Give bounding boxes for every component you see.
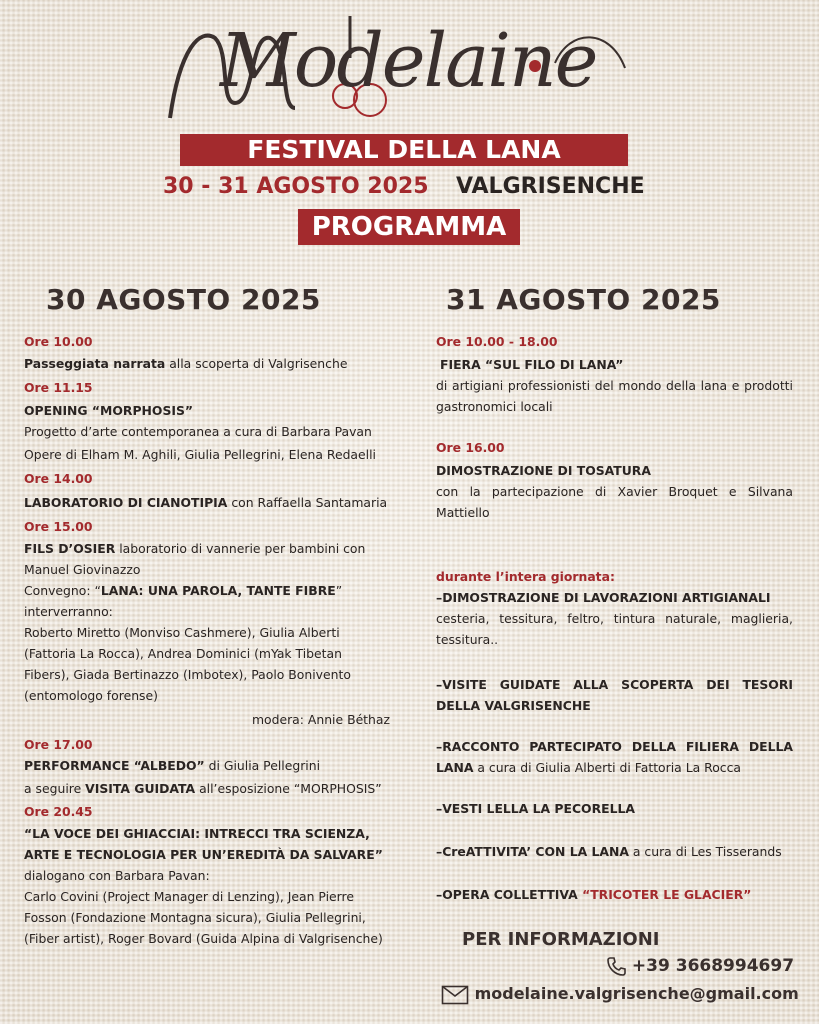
activity-title: –DIMOSTRAZIONE DI LAVORAZIONI ARTIGIANALI [436, 590, 771, 605]
event-time: Ore 11.15 [24, 380, 93, 395]
event-line: Fibers), Giada Bertinazzo (Imbotex), Paolo Bonivento [24, 667, 351, 682]
event-line: Passeggiata narrata alla scoperta di Valgrisenche [24, 356, 348, 371]
moderator: modera: Annie Béthaz [251, 712, 390, 727]
activity-line: –RACCONTO PARTECIPATO DELLA FILIERA DELLA LANA a cura di Giulia Alberti di Fattoria La Rocca [436, 739, 793, 775]
event-title: “LA VOCE DEI GHIACCIAI: INTRECCI TRA SCIENZA, [24, 826, 370, 841]
logo-text: Modelaine [220, 18, 597, 104]
email-address[interactable]: modelaine.valgrisenche@gmail.com [474, 984, 799, 1003]
day1-program [24, 331, 396, 949]
activity-text: cesteria, tessitura, feltro, tintura naturale, maglieria, tessitura.. [436, 611, 793, 647]
mail-icon [441, 985, 469, 1005]
event-time: Ore 10.00 [24, 334, 93, 349]
event-text: con la partecipazione di Xavier Broquet e Silvana Mattiello [436, 484, 793, 520]
activity-title: –VISITE GUIDATE ALLA SCOPERTA DEI TESORI DELLA VALGRISENCHE [436, 677, 793, 713]
event-line: Progetto d’arte contemporanea a cura di Barbara Pavan [24, 424, 372, 439]
event-line: (entomologo forense) [24, 688, 158, 703]
event-line: interverranno: [24, 604, 113, 619]
festival-place: VALGRISENCHE [456, 174, 645, 199]
all-day-label: durante l’intera giornata: [436, 569, 615, 584]
event-line: PERFORMANCE “ALBEDO” di Giulia Pellegrini [24, 758, 321, 773]
phone-number[interactable]: +39 3668994697 [631, 956, 795, 976]
event-line: Carlo Covini (Project Manager di Lenzing), Jean Pierre [24, 889, 354, 904]
event-line: dialogano con Barbara Pavan: [24, 868, 210, 883]
event-line: (Fattoria La Rocca), Andrea Dominici (mYak Tibetan [24, 646, 342, 661]
festival-banner: FESTIVAL DELLA LANA [180, 134, 628, 166]
activity-title: –VESTI LELLA LA PECORELLA [436, 801, 635, 816]
event-time: Ore 20.45 [24, 804, 93, 819]
event-title: DIMOSTRAZIONE DI TOSATURA [436, 463, 651, 478]
programma-label: PROGRAMMA [298, 209, 520, 245]
phone-line [606, 956, 794, 976]
event-time: Ore 16.00 [436, 440, 505, 455]
event-line: a seguire VISITA GUIDATA all’esposizione “MORPHOSIS” [24, 781, 382, 796]
event-title: FIERA “SUL FILO DI LANA” [440, 357, 624, 372]
event-title: OPENING “MORPHOSIS” [24, 403, 194, 418]
activity-line: –OPERA COLLETTIVA “TRICOTER LE GLACIER” [436, 887, 752, 902]
event-line: Roberto Miretto (Monviso Cashmere), Giulia Alberti [24, 625, 340, 640]
event-line: (Fiber artist), Roger Bovard (Guida Alpina di Valgrisenche) [24, 931, 383, 946]
event-line: LABORATORIO DI CIANOTIPIA con Raffaella Santamaria [24, 495, 388, 510]
event-title: ARTE E TECNOLOGIA PER UN’EREDITÀ DA SALVARE” [24, 847, 383, 862]
festival-logo [160, 8, 640, 138]
phone-icon [606, 956, 626, 976]
event-time: Ore 15.00 [24, 519, 93, 534]
day2-program [436, 331, 793, 905]
event-line: FILS D’OSIER laboratorio di vannerie per bambini con [24, 541, 366, 556]
event-text: di artigiani professionisti del mondo della lana e prodotti gastronomici locali [436, 378, 793, 414]
festival-dates: 30 - 31 AGOSTO 2025 [163, 174, 429, 199]
event-line: Convegno: “LANA: UNA PAROLA, TANTE FIBRE” [24, 583, 343, 598]
event-time: Ore 17.00 [24, 737, 93, 752]
event-line: Fosson (Fondazione Montagna sicura), Giulia Pellegrini, [24, 910, 366, 925]
event-line: Opere di Elham M. Aghili, Giulia Pellegrini, Elena Redaelli [24, 447, 376, 462]
event-time: Ore 10.00 - 18.00 [436, 334, 558, 349]
activity-line: –CreATTIVITA’ CON LA LANA a cura di Les Tisserands [436, 844, 782, 859]
event-line: Manuel Giovinazzo [24, 562, 141, 577]
day1-title: 30 AGOSTO 2025 [46, 283, 321, 316]
email-line [441, 984, 799, 1005]
day2-title: 31 AGOSTO 2025 [446, 283, 721, 316]
info-title: PER INFORMAZIONI [462, 929, 660, 950]
event-time: Ore 14.00 [24, 471, 93, 486]
